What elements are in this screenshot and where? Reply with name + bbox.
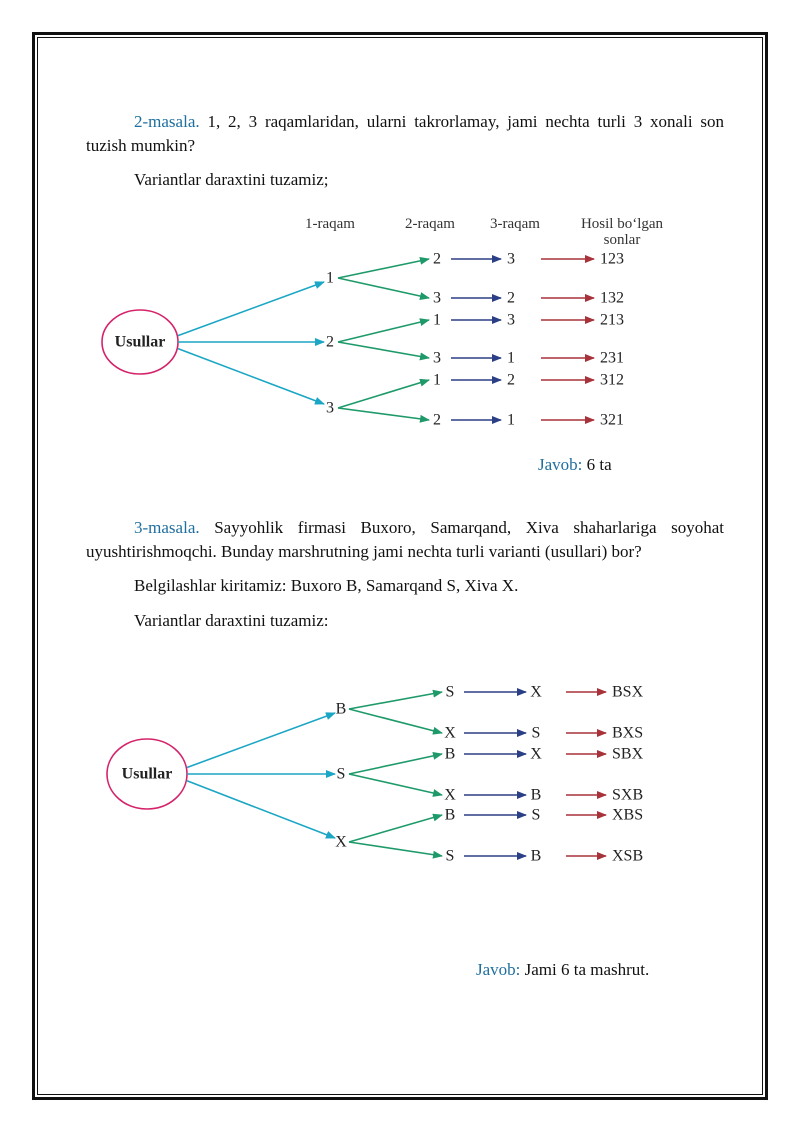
problem3-answer-text: Jami 6 ta mashrut. [520,960,650,979]
p2-level2-3: 3 [433,349,441,367]
p2-result-2: 213 [600,311,624,329]
p3-result-2: SBX [612,745,644,763]
p2-edge-l1-0 [338,259,429,278]
p2-result-5: 321 [600,411,624,429]
p2-level3-4: 2 [507,371,515,389]
p3-edge-l1-4 [349,815,442,842]
p2-level2-2: 1 [433,311,441,329]
p3-level2-4: B [444,806,456,824]
problem3-text: Sayyohlik firmasi Buxoro, Samarqand, Xiva shaharlariga soyohat uyushtirishmoqchi. Bunday marshrutning jami nechta turli varianti (usullari) bor? [86,518,724,561]
p2-edge-l1-1 [338,278,429,298]
p2-header-3: Hosil bo‘lgan [580,216,664,232]
p2-level1-2: 3 [326,399,334,417]
p2-level3-2: 3 [507,311,515,329]
p3-level2-2: B [444,745,456,763]
p3-level3-3: B [530,786,542,804]
p2-edge-l1-3 [338,342,429,358]
p2-result-0: 123 [600,250,624,268]
p3-level2-0: S [445,683,455,701]
p2-header-2: 3-raqam [490,216,540,232]
p3-edge-l1-2 [349,754,442,774]
p2-header-0: 1-raqam [305,216,355,232]
p2-header-4: sonlar [603,232,641,248]
p3-result-5: XSB [612,847,644,865]
p2-root-label: Usullar [114,333,166,351]
p3-edge-l1-5 [349,842,442,856]
p3-edge-l1-1 [349,709,442,733]
p2-level1-0: 1 [326,269,334,287]
p3-level3-5: B [530,847,542,865]
p3-level3-0: X [530,683,542,701]
p3-level1-0: B [335,700,347,718]
p3-level3-2: X [530,745,542,763]
p3-level1-2: X [335,833,347,851]
p3-edge-l1-0 [349,692,442,709]
p3-level3-1: S [531,724,541,742]
p2-result-4: 312 [600,371,624,389]
p2-level3-1: 2 [507,289,515,307]
p3-edge-root-0 [187,713,335,768]
p2-edge-l1-2 [338,320,429,342]
p3-result-0: BSX [612,683,644,701]
problem3-tree-intro: Variantlar daraxtini tuzamiz: [134,611,329,630]
p3-level2-3: X [444,786,456,804]
problem3-answer-label: Javob: [476,960,521,979]
p3-edge-root-2 [187,781,335,838]
p2-level3-0: 3 [507,250,515,268]
p2-level3-3: 1 [507,349,515,367]
problem3-notation: Belgilashlar kiritamiz: Buxoro B, Samarqand S, Xiva X. [134,576,519,595]
p3-result-3: SXB [612,786,644,804]
problem3-label: 3-masala. [134,518,200,537]
p2-level3-5: 1 [507,411,515,429]
p3-level3-4: S [531,806,541,824]
p2-level2-0: 2 [433,250,441,268]
p2-edge-l1-4 [338,380,429,408]
problem2-answer-text: 6 ta [582,455,612,474]
problem2-text: 1, 2, 3 raqamlaridan, ularni takrorlamay, jami nechta turli 3 xonali son tuzish mumkin? [86,112,724,155]
p3-result-1: BXS [612,724,644,742]
p3-edge-l1-3 [349,774,442,795]
p3-result-4: XBS [612,806,644,824]
p2-result-1: 132 [600,289,624,307]
p2-header-1: 2-raqam [405,216,455,232]
p2-edge-l1-5 [338,408,429,420]
p2-edge-root-0 [178,282,324,336]
problem2-answer-label: Javob: [538,455,583,474]
p2-level2-5: 2 [433,411,441,429]
p2-edge-root-2 [178,349,324,404]
p3-level2-1: X [444,724,456,742]
p2-level2-4: 1 [433,371,441,389]
p3-root-label: Usullar [121,765,173,783]
p2-result-3: 231 [600,349,624,367]
p2-level1-1: 2 [326,333,334,351]
p2-level2-1: 3 [433,289,441,307]
p3-level2-5: S [445,847,455,865]
p3-level1-1: S [336,765,346,783]
problem2-label: 2-masala. [134,112,200,131]
problem2-tree-intro: Variantlar daraxtini tuzamiz; [134,170,329,189]
